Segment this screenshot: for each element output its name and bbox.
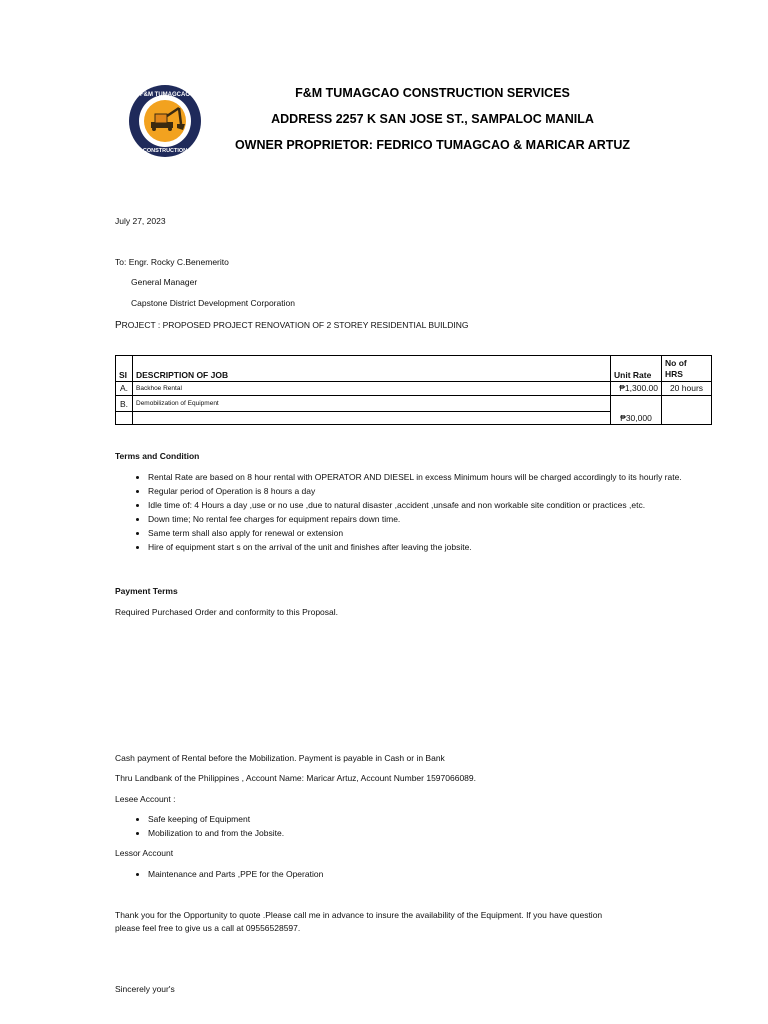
list-item: • Mobilization to and from the Jobsite. <box>148 827 708 840</box>
lesee-title: Lesee Account : <box>115 794 176 804</box>
row-a-description: Backhoe Rental <box>133 382 611 396</box>
header-hrs: HRS <box>665 369 683 380</box>
svg-text:F&M TUMAGCAO: F&M TUMAGCAO <box>140 92 190 98</box>
table-header-row <box>116 356 712 382</box>
list-item: • Safe keeping of Equipment <box>148 813 708 826</box>
table-row <box>116 395 712 412</box>
header-hours <box>662 356 712 382</box>
payment-bank: Thru Landbank of the Philippines , Account Name: Maricar Artuz, Account Number 1597066089. <box>115 773 476 783</box>
recipient-position: General Manager <box>131 277 198 287</box>
company-address: ADDRESS 2257 K SAN JOSE ST., SAMPALOC MANILA <box>271 112 594 126</box>
company-owner: OWNER PROPRIETOR: FEDRICO TUMAGCAO & MARICAR ARTUZ <box>234 138 631 152</box>
empty-cell <box>133 412 611 425</box>
project-text: ROJECT : PROPOSED PROJECT RENOVATION OF 2 STOREY RESIDENTIAL BUILDING <box>121 320 469 330</box>
recipient-name: To: Engr. Rocky C.Benemerito <box>115 257 229 267</box>
header-si: SI <box>116 356 133 382</box>
svg-text:CONSTRUCTION: CONSTRUCTION <box>142 148 188 154</box>
excavator-logo-icon <box>125 84 205 158</box>
company-logo <box>125 84 205 158</box>
header-unit-rate: Unit Rate <box>611 356 662 382</box>
list-item: • Hire of equipment start s on the arrival of the unit and finishes after leaving the jobsite. <box>148 541 708 554</box>
header-no-of: No of <box>665 358 687 369</box>
row-b-hours <box>662 395 712 424</box>
payment-requirement: Required Purchased Order and conformity to this Proposal. <box>115 607 339 617</box>
row-b-description: Demobilization of Equipment <box>133 395 611 412</box>
header-description: DESCRIPTION OF JOB <box>133 356 611 382</box>
lessor-title: Lessor Account <box>115 848 174 858</box>
recipient-organization: Capstone District Development Corporation <box>131 298 295 308</box>
terms-title: Terms and Condition <box>115 451 200 461</box>
list-item: • Idle time of: 4 Hours a day ,use or no use ,due to natural disaster ,accident ,unsafe and non workable site condition or practices ,etc. <box>148 499 708 512</box>
letter-date: July 27, 2023 <box>115 216 166 226</box>
empty-cell <box>116 412 133 425</box>
list-item: • Down time; No rental fee charges for equipment repairs down time. <box>148 513 708 526</box>
project-line <box>115 320 469 331</box>
row-a-si: A. <box>116 382 133 396</box>
row-a-unit-rate: ₱1,300.00 <box>611 382 662 396</box>
closing-thanks-line2: please feel free to give us a call at 09556528597. <box>115 923 301 933</box>
row-b-si: B. <box>116 395 133 412</box>
table-row <box>116 382 712 396</box>
closing-signoff: Sincerely your's <box>115 984 175 994</box>
closing-thanks-line1: Thank you for the Opportunity to quote .Please call me in advance to insure the availability of the Equipment. If you have question <box>115 910 603 920</box>
lessor-list <box>115 868 708 882</box>
project-initial: P <box>115 320 122 331</box>
terms-list <box>115 471 708 555</box>
job-table <box>115 355 712 425</box>
lesee-list <box>115 813 708 841</box>
list-item: • Same term shall also apply for renewal or extension <box>148 527 708 540</box>
row-a-hours: 20 hours <box>662 382 712 396</box>
list-item: • Maintenance and Parts ,PPE for the Operation <box>148 868 708 881</box>
company-name: F&M TUMAGCAO CONSTRUCTION SERVICES <box>295 86 570 100</box>
list-item: • Regular period of Operation is 8 hours a day <box>148 485 708 498</box>
payment-title: Payment Terms <box>115 586 178 596</box>
row-b-unit-rate: ₱30,000 <box>611 395 662 424</box>
list-item: • Rental Rate are based on 8 hour rental with OPERATOR AND DIESEL in excess Minimum hours will be charged accordingly to its hourly rate. <box>148 471 708 484</box>
payment-cash: Cash payment of Rental before the Mobilization. Payment is payable in Cash or in Bank <box>115 753 445 763</box>
